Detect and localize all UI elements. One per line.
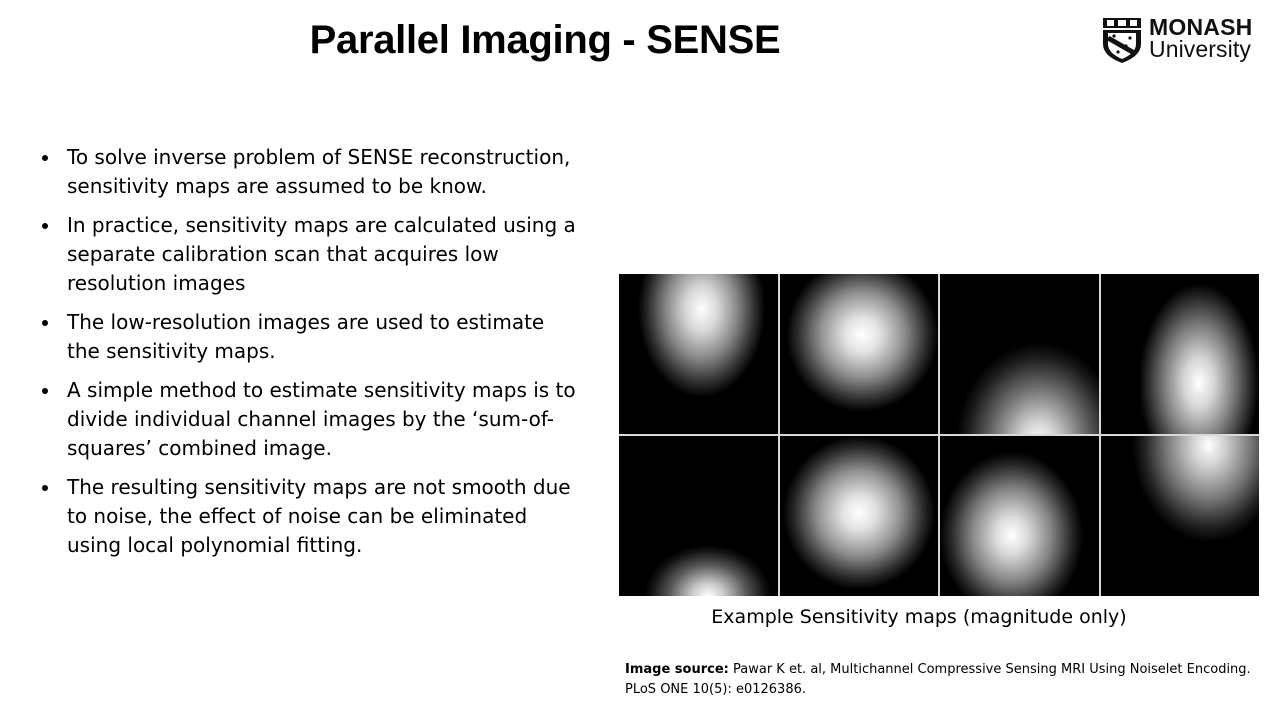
sensitivity-maps-grid	[619, 274, 1259, 596]
bullet-dot-icon	[42, 485, 48, 491]
bullet-dot-icon	[42, 320, 48, 326]
source-text: Pawar K et. al, Multichannel Compressive Sensing MRI Using Noiselet Encoding. PLoS ONE 10(5): e0126386.	[625, 662, 1251, 697]
sensitivity-map-image	[619, 274, 778, 434]
bullet-text: A simple method to estimate sensitivity maps is to divide individual channel images by the ‘sum-of-squares’ combined image.	[67, 378, 576, 460]
logo-line2: University	[1149, 36, 1251, 62]
bullet-item	[40, 211, 580, 298]
bullet-text: In practice, sensitivity maps are calculated using a separate calibration scan that acquires low resolution images	[67, 213, 576, 295]
bullet-text: To solve inverse problem of SENSE reconstruction, sensitivity maps are assumed to be know.	[67, 145, 571, 198]
sensitivity-map-image	[940, 436, 1099, 596]
sensitivity-map-image	[780, 274, 939, 434]
bullet-item	[40, 308, 580, 366]
bullet-item	[40, 473, 580, 560]
sensitivity-map-image	[780, 436, 939, 596]
logo-line1: MONASH	[1149, 14, 1253, 40]
bullet-text: The resulting sensitivity maps are not smooth due to noise, the effect of noise can be eliminated using local polynomial fitting.	[67, 475, 571, 557]
bullet-dot-icon	[42, 223, 48, 229]
image-source	[625, 660, 1265, 700]
sensitivity-map-image	[1101, 274, 1260, 434]
bullet-list	[40, 143, 580, 570]
bullet-item	[40, 376, 580, 463]
sensitivity-map-image	[619, 436, 778, 596]
crest-icon	[1100, 16, 1144, 64]
figure-caption: Example Sensitivity maps (magnitude only)	[711, 606, 1127, 628]
source-label: Image source:	[625, 662, 729, 677]
bullet-item	[40, 143, 580, 201]
bullet-dot-icon	[42, 388, 48, 394]
bullet-dot-icon	[42, 155, 48, 161]
slide-title: Parallel Imaging - SENSE	[309, 18, 781, 62]
sensitivity-map-image	[940, 274, 1099, 434]
sensitivity-map-image	[1101, 436, 1260, 596]
bullet-text: The low-resolution images are used to estimate the sensitivity maps.	[67, 310, 545, 363]
monash-logo	[1100, 14, 1270, 70]
